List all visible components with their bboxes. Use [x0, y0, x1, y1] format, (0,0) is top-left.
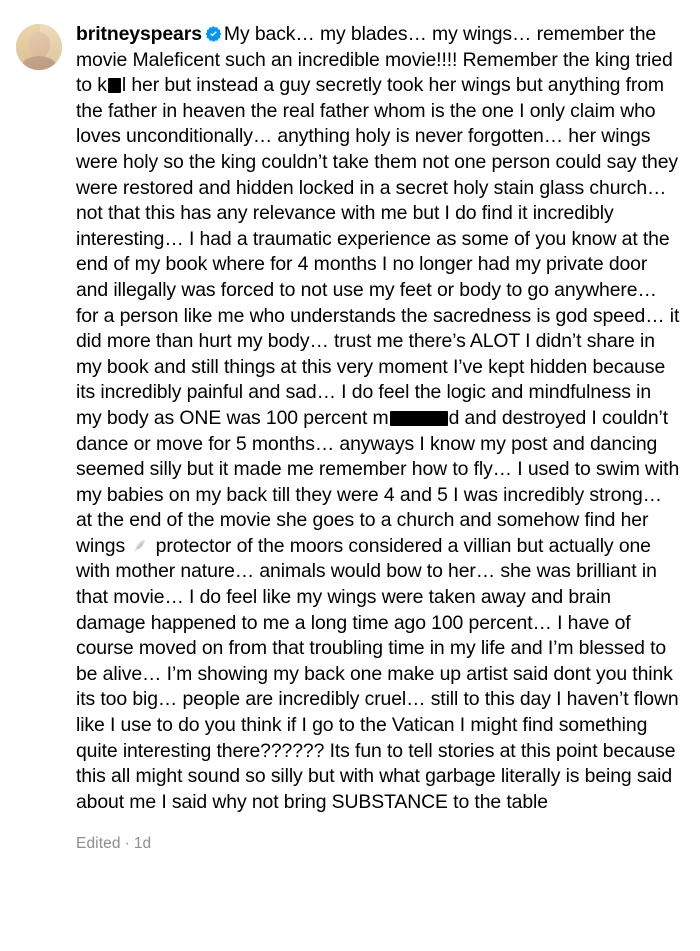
redacted-text-block [108, 78, 121, 93]
meta-separator: · [124, 835, 130, 853]
redacted-text-block [390, 411, 448, 426]
feather-icon [132, 537, 148, 555]
post-body [16, 22, 680, 815]
post-meta [76, 835, 680, 853]
username-link[interactable]: britneyspears [76, 23, 202, 45]
avatar-wrapper[interactable] [16, 24, 62, 70]
caption-text: My back… my blades… my wings… remember the movie Maleficent such an incredible movie!!!! Remember the king tried to k l her but instead a guy secretly took her wings but anything from the father in heaven the real father whom is the one I only claim who loves unconditionally… anything holy is never forgotten… her wings were holy so the king couldn’t take them not one person could say they were restored and hidden locked in a secret holy stain glass church…not that this has any relevance with me but I do find it incredibly interesting… I had a traumatic experience as some of you know at the end of my book where for 4 months I no longer had my private door and illegally was forced to not use my feet or body to go anywhere… for a person like me who understands the sacredness is god speed… it did more than hurt my body… trust me there’s ALOT I didn’t share in my book and still things at this very moment I’ve kept hidden because its incredibly painful and sad… I do feel the logic and mindfulness in my body as ONE was 100 percent m d and destroyed I couldn’t dance or move for 5 months… anyways I know my post and dancing seemed silly but it made me remember how to fly… I used to swim with my babies on my back till they were 4 and 5 I was incredibly strong… at the end of the movie she goes to a church and somehow find her wings protector of the moors considered a villian but actually one with mother nature… animals would bow to her… she was brilliant in that movie… I do feel like my wings were taken away and brain damage happened to me a long time ago 100 percent… I have of course moved on from that troubling time in my life and I’m blessed to be alive… I’m showing my back one make up artist said dont you think its too big… people are incredibly cruel… still to this day I haven’t flown like I use to do you think if I go to the Vatican I might find something quite interesting there?????? Its fun to tell stories at this point because this all might sound so silly but with what garbage literally is being said about me I said why not bring SUBSTANCE to the table [76, 23, 680, 813]
post-timestamp[interactable]: 1d [133, 835, 152, 853]
verified-badge-icon [205, 24, 222, 41]
post-caption [76, 22, 680, 815]
edited-label: Edited [76, 835, 121, 853]
avatar[interactable] [16, 24, 62, 70]
avatar-shading [16, 24, 62, 70]
